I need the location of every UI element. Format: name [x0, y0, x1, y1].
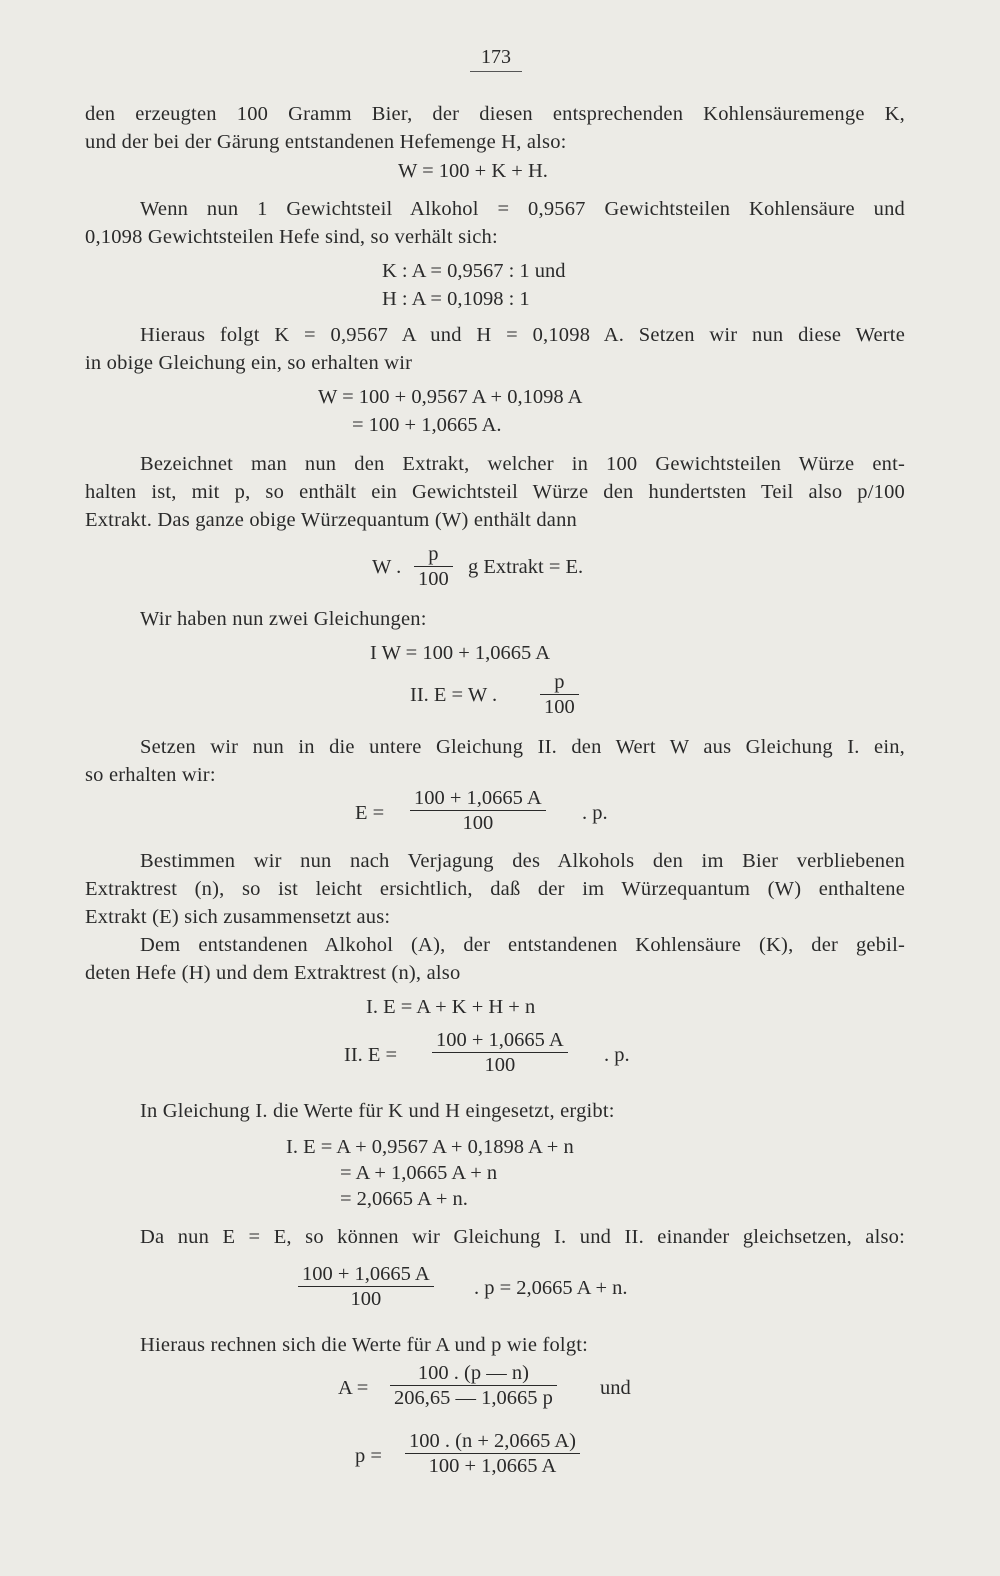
equation-right: . p = 2,0665 A + n.	[474, 1277, 628, 1299]
equation-right: g Extrakt = E.	[468, 556, 584, 578]
paragraph-line: Wir haben nun zwei Gleichungen:	[140, 608, 427, 630]
paragraph-line: Hieraus rechnen sich die Werte für A und p wie folgt:	[140, 1334, 589, 1356]
paragraph-line: halten ist, mit p, so enthält ein Gewichtsteil Würze den hundertsten Teil also p/100	[85, 481, 905, 503]
fraction-numerator: p	[428, 543, 439, 565]
fraction	[414, 542, 453, 591]
equation: W = 100 + 0,9567 A + 0,1098 A	[318, 386, 583, 408]
fraction-numerator: 100 + 1,0665 A	[436, 1029, 564, 1051]
fraction-denominator: 100	[540, 694, 579, 719]
paragraph-line: den erzeugten 100 Gramm Bier, der diesen entsprechenden Kohlensäuremenge K,	[85, 103, 905, 125]
fraction	[432, 1028, 568, 1077]
equation: K : A = 0,9567 : 1 und	[382, 260, 566, 282]
equation-left: A =	[338, 1377, 369, 1399]
fraction	[390, 1361, 557, 1410]
equation: I. E = A + 0,9567 A + 0,1898 A + n	[286, 1136, 574, 1158]
fraction-numerator: 100 . (p — n)	[417, 1362, 529, 1384]
equation-left: W .	[372, 556, 402, 578]
equation: = 100 + 1,0665 A.	[352, 414, 502, 436]
paragraph-line: Wenn nun 1 Gewichtsteil Alkohol = 0,9567 Gewichtsteilen Kohlensäure und	[140, 198, 905, 220]
paragraph-line: In Gleichung I. die Werte für K und H eingesetzt, ergibt:	[140, 1100, 615, 1122]
paragraph-line: Dem entstandenen Alkohol (A), der entstandenen Kohlensäure (K), der gebil-	[140, 934, 905, 956]
paragraph-line: und der bei der Gärung entstandenen Hefemenge H, also:	[85, 131, 567, 153]
equation: W = 100 + K + H.	[398, 160, 548, 182]
paragraph-line: so erhalten wir:	[85, 764, 216, 786]
fraction	[540, 670, 579, 719]
paragraph-line: in obige Gleichung ein, so erhalten wir	[85, 352, 413, 374]
page-number: 173	[470, 46, 522, 72]
paragraph-line: Bezeichnet man nun den Extrakt, welcher in 100 Gewichtsteilen Würze ent-	[140, 453, 905, 475]
paragraph-line: Da nun E = E, so können wir Gleichung I. und II. einander gleichsetzen, also:	[140, 1226, 905, 1248]
equation-left: E =	[355, 802, 385, 824]
paragraph-line: Hieraus folgt K = 0,9567 A und H = 0,1098 A. Setzen wir nun diese Werte	[140, 324, 905, 346]
paragraph-line: Extrakt (E) sich zusammensetzt aus:	[85, 906, 391, 928]
paragraph-line: Extrakt. Das ganze obige Würzequantum (W) enthält dann	[85, 509, 577, 531]
paragraph-line: Extraktrest (n), so ist leicht ersichtlich, daß der im Würzequantum (W) enthaltene	[85, 878, 905, 900]
fraction	[410, 786, 546, 835]
paragraph-line: Setzen wir nun in die untere Gleichung II. den Wert W aus Gleichung I. ein,	[140, 736, 905, 758]
fraction	[405, 1429, 580, 1478]
paragraph-line: deten Hefe (H) und dem Extraktrest (n), also	[85, 962, 461, 984]
fraction-denominator: 100	[410, 810, 546, 835]
fraction-denominator: 100 + 1,0665 A	[405, 1453, 580, 1478]
equation-right: . p.	[582, 802, 608, 824]
fraction-denominator: 100	[432, 1052, 568, 1077]
equation-left: II. E =	[344, 1044, 398, 1066]
equation-left: p =	[355, 1445, 382, 1467]
paragraph-line: 0,1098 Gewichtsteilen Hefe sind, so verhält sich:	[85, 226, 498, 248]
equation: I W = 100 + 1,0665 A	[370, 642, 551, 664]
fraction-numerator: p	[554, 671, 565, 693]
equation: = A + 1,0665 A + n	[340, 1162, 498, 1184]
fraction-denominator: 100	[298, 1286, 434, 1311]
equation: I. E = A + K + H + n	[366, 996, 536, 1018]
fraction-denominator: 206,65 — 1,0665 p	[390, 1385, 557, 1410]
fraction-denominator: 100	[414, 566, 453, 591]
equation-right: . p.	[604, 1044, 630, 1066]
paragraph-line: Bestimmen wir nun nach Verjagung des Alkohols den im Bier verbliebenen	[140, 850, 905, 872]
fraction	[298, 1262, 434, 1311]
fraction-numerator: 100 . (n + 2,0665 A)	[409, 1430, 577, 1452]
equation: = 2,0665 A + n.	[340, 1188, 468, 1210]
equation-right: und	[600, 1377, 631, 1399]
equation-left: II. E = W .	[410, 684, 498, 706]
equation: H : A = 0,1098 : 1	[382, 288, 530, 310]
fraction-numerator: 100 + 1,0665 A	[414, 787, 542, 809]
fraction-numerator: 100 + 1,0665 A	[302, 1263, 430, 1285]
